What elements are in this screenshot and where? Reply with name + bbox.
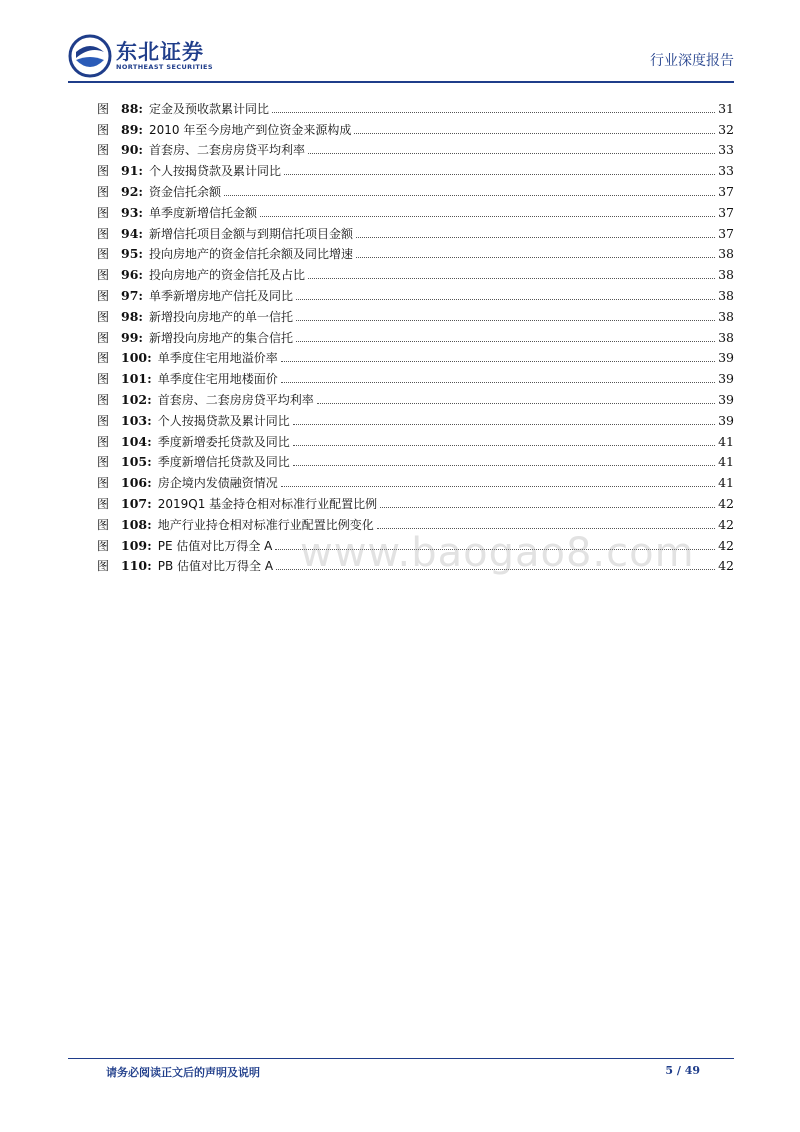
toc-entry[interactable]	[97, 450, 734, 471]
toc-entry-title: 季度新增信托贷款及同比	[157, 455, 290, 470]
toc-entry[interactable]	[97, 470, 734, 491]
toc-entry-page: 42	[718, 495, 734, 511]
toc-entry-number: 108:	[121, 516, 152, 532]
toc-entry-title: 投向房地产的资金信托及占比	[149, 268, 306, 283]
toc-entry[interactable]	[97, 429, 734, 450]
toc-entry-number: 101:	[121, 371, 152, 387]
footer-disclaimer: 请务必阅读正文后的声明及说明	[106, 1066, 260, 1079]
toc-entry-title: 单季度住宅用地溢价率	[157, 351, 278, 366]
toc-entry-label: 图	[97, 164, 110, 179]
toc-entry-number: 104:	[121, 433, 152, 449]
toc-entry[interactable]	[97, 117, 734, 138]
toc-entry-page: 38	[718, 329, 734, 345]
toc-entry-title: PE 估值对比万得全 A	[157, 538, 273, 553]
toc-entry-label: 图	[97, 538, 110, 553]
toc-entry-number: 92:	[121, 183, 144, 199]
toc-entry-page: 39	[718, 371, 734, 387]
toc-entry-page: 33	[718, 142, 734, 158]
toc-entry-number: 89:	[121, 121, 144, 137]
toc-entry-number: 102:	[121, 391, 152, 407]
toc-leader-dots	[356, 236, 715, 238]
toc-entry[interactable]	[97, 325, 734, 346]
report-type-label: 行业深度报告	[650, 53, 734, 69]
toc-entry[interactable]	[97, 346, 734, 367]
toc-entry[interactable]	[97, 138, 734, 159]
toc-entry-title: 投向房地产的资金信托余额及同比增速	[149, 247, 354, 262]
toc-entry-number: 99:	[121, 329, 144, 345]
toc-entry[interactable]	[97, 491, 734, 512]
toc-entry-title: 首套房、二套房房贷平均利率	[157, 392, 314, 407]
toc-entry-title: 单季度住宅用地楼面价	[157, 372, 278, 387]
toc-entry-label: 图	[97, 143, 110, 158]
toc-entry-number: 106:	[121, 475, 152, 491]
toc-entry-page: 41	[718, 433, 734, 449]
toc-leader-dots	[281, 360, 715, 362]
toc-entry-number: 107:	[121, 495, 152, 511]
toc-entry-page: 38	[718, 287, 734, 303]
toc-leader-dots	[296, 319, 715, 321]
toc-entry-title: 定金及预收款累计同比	[149, 101, 270, 116]
toc-leader-dots	[308, 277, 715, 279]
toc-entry-title: 首套房、二套房房贷平均利率	[149, 143, 306, 158]
toc-entry-page: 39	[718, 412, 734, 428]
toc-entry-label: 图	[97, 434, 110, 449]
toc-entry-label: 图	[97, 455, 110, 470]
toc-entry[interactable]	[97, 387, 734, 408]
toc-leader-dots	[293, 444, 715, 446]
toc-entry[interactable]	[97, 179, 734, 200]
toc-entry-title: 地产行业持仓相对标准行业配置比例变化	[157, 517, 374, 532]
toc-entry-label: 图	[97, 559, 110, 574]
toc-entry-page: 42	[718, 558, 734, 574]
toc-entry-title: 单季新增房地产信托及同比	[149, 288, 294, 303]
toc-entry-number: 88:	[121, 100, 144, 116]
page-number: 5 / 49	[665, 1064, 700, 1077]
toc-entry-label: 图	[97, 309, 110, 324]
toc-entry[interactable]	[97, 242, 734, 263]
toc-entry-title: 资金信托余额	[149, 184, 222, 199]
toc-leader-dots	[380, 506, 715, 508]
toc-entry[interactable]	[97, 408, 734, 429]
toc-leader-dots	[308, 152, 715, 154]
toc-leader-dots	[356, 256, 715, 258]
toc-entry-title: 个人按揭贷款及累计同比	[149, 164, 282, 179]
toc-entry-page: 38	[718, 267, 734, 283]
toc-entry-number: 94:	[121, 225, 144, 241]
toc-entry-number: 98:	[121, 308, 144, 324]
toc-entry-label: 图	[97, 496, 110, 511]
toc-entry-page: 32	[718, 121, 734, 137]
company-logo	[68, 34, 288, 78]
toc-entry-number: 95:	[121, 246, 144, 262]
figure-list	[97, 96, 734, 574]
footer-divider	[68, 1058, 734, 1059]
toc-entry-number: 103:	[121, 412, 152, 428]
toc-entry-number: 93:	[121, 204, 144, 220]
toc-entry-page: 37	[718, 204, 734, 220]
toc-entry-number: 91:	[121, 163, 144, 179]
toc-entry[interactable]	[97, 262, 734, 283]
toc-leader-dots	[293, 464, 715, 466]
toc-entry-page: 31	[718, 100, 734, 116]
toc-entry-page: 38	[718, 308, 734, 324]
toc-entry[interactable]	[97, 366, 734, 387]
toc-entry-number: 109:	[121, 537, 152, 553]
toc-entry-title: 2019Q1 基金持仓相对标准行业配置比例	[157, 496, 378, 511]
toc-entry[interactable]	[97, 304, 734, 325]
toc-entry-label: 图	[97, 226, 110, 241]
toc-entry-label: 图	[97, 413, 110, 428]
toc-entry[interactable]	[97, 200, 734, 221]
toc-entry-title: 新增投向房地产的集合信托	[149, 330, 294, 345]
toc-entry[interactable]	[97, 283, 734, 304]
toc-entry-label: 图	[97, 392, 110, 407]
toc-entry-label: 图	[97, 268, 110, 283]
toc-entry-label: 图	[97, 517, 110, 532]
toc-entry-title: 个人按揭贷款及累计同比	[157, 413, 290, 428]
toc-entry-label: 图	[97, 122, 110, 137]
toc-entry-title: PB 估值对比万得全 A	[157, 559, 274, 574]
toc-entry-page: 33	[718, 163, 734, 179]
toc-entry-page: 42	[718, 516, 734, 532]
toc-entry-page: 41	[718, 454, 734, 470]
toc-entry-label: 图	[97, 184, 110, 199]
toc-entry-label: 图	[97, 101, 110, 116]
toc-leader-dots	[296, 298, 715, 300]
toc-entry-title: 单季度新增信托金额	[149, 205, 258, 220]
toc-entry-title: 房企境内发债融资情况	[157, 476, 278, 491]
toc-entry-number: 90:	[121, 142, 144, 158]
toc-leader-dots	[281, 381, 715, 383]
logo-chinese-name: 东北证券	[116, 40, 204, 64]
toc-entry-number: 96:	[121, 267, 144, 283]
toc-entry-page: 41	[718, 475, 734, 491]
logo-mark-icon	[68, 34, 112, 78]
toc-leader-dots	[224, 194, 715, 196]
toc-entry[interactable]	[97, 96, 734, 117]
toc-entry-label: 图	[97, 330, 110, 345]
toc-leader-dots	[284, 173, 715, 175]
toc-leader-dots	[296, 340, 715, 342]
toc-entry-page: 37	[718, 183, 734, 199]
toc-entry-label: 图	[97, 288, 110, 303]
toc-entry-number: 97:	[121, 287, 144, 303]
toc-entry-page: 42	[718, 537, 734, 553]
toc-leader-dots	[354, 132, 715, 134]
toc-entry-label: 图	[97, 372, 110, 387]
toc-leader-dots	[260, 215, 715, 217]
toc-entry-number: 110:	[121, 558, 152, 574]
toc-entry-page: 39	[718, 391, 734, 407]
toc-leader-dots	[293, 423, 715, 425]
logo-english-name: NORTHEAST SECURITIES	[116, 63, 213, 71]
toc-entry[interactable]	[97, 158, 734, 179]
toc-leader-dots	[317, 402, 715, 404]
watermark: www.baogao8.com	[300, 530, 695, 576]
header-divider	[68, 81, 734, 83]
toc-entry[interactable]	[97, 221, 734, 242]
toc-entry-page: 37	[718, 225, 734, 241]
page-header	[68, 34, 734, 80]
toc-leader-dots	[281, 485, 715, 487]
toc-entry-title: 季度新增委托贷款及同比	[157, 434, 290, 449]
toc-entry-page: 38	[718, 246, 734, 262]
toc-entry-label: 图	[97, 205, 110, 220]
toc-entry-page: 39	[718, 350, 734, 366]
toc-entry-label: 图	[97, 351, 110, 366]
toc-entry-label: 图	[97, 476, 110, 491]
toc-entry-title: 新增投向房地产的单一信托	[149, 309, 294, 324]
toc-entry-number: 105:	[121, 454, 152, 470]
toc-leader-dots	[272, 111, 715, 113]
toc-entry-label: 图	[97, 247, 110, 262]
toc-entry-title: 2010 年至今房地产到位资金来源构成	[149, 122, 352, 137]
toc-entry-number: 100:	[121, 350, 152, 366]
toc-leader-dots	[377, 527, 715, 529]
toc-entry-title: 新增信托项目金额与到期信托项目金额	[149, 226, 354, 241]
